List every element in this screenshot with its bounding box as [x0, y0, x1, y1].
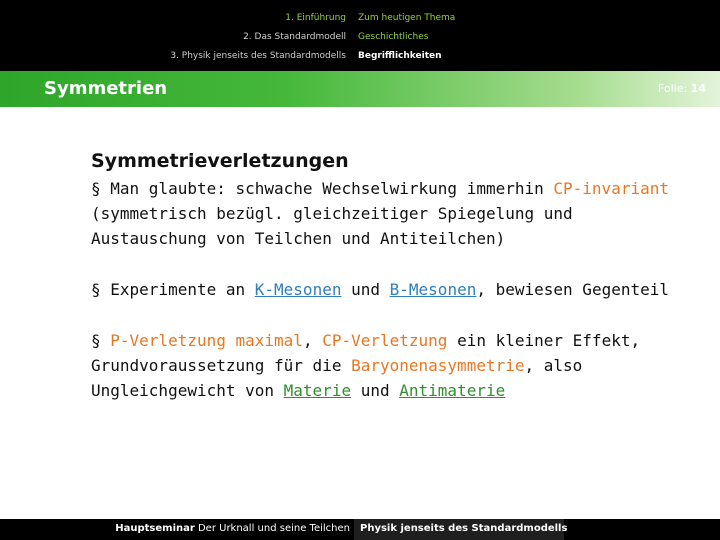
text: (symmetrisch bezügl. gleichzeitiger Spiegelung und Austauschung von Teilchen und Antiteilchen) [91, 204, 573, 248]
content-heading: Symmetrieverletzungen [91, 150, 349, 172]
text: ein kleiner Effekt, Grundvoraussetzung für die [91, 331, 641, 375]
text: Experimente an [100, 280, 255, 299]
nav-section-begrifflichkeiten[interactable]: Begrifflichkeiten [358, 51, 442, 61]
paragraph-violations [91, 328, 671, 403]
highlight-cp-verletzung: CP-Verletzung [322, 331, 448, 350]
paragraph-experiments [91, 277, 671, 302]
text: , bewiesen Gegenteil [476, 280, 669, 299]
footer-seminar-bold: Hauptseminar [115, 523, 195, 534]
nav-chapter-2[interactable]: 2. Das Standardmodell [243, 32, 346, 42]
bullet-icon: § [91, 280, 101, 299]
nav-section-geschichtliches[interactable]: Geschichtliches [358, 32, 429, 42]
footer-seminar-rest: Der Urknall und seine Teilchen [194, 523, 350, 534]
nav-chapter-3[interactable]: 3. Physik jenseits des Standardmodells [170, 51, 346, 61]
text: und [351, 381, 400, 400]
slide-number-label: Folie: [657, 82, 688, 95]
link-b-mesonen[interactable]: B-Mesonen [389, 280, 477, 299]
nav-chapter-1[interactable]: 1. Einführung [285, 13, 346, 23]
nav-section-heutiges-thema[interactable]: Zum heutigen Thema [358, 13, 456, 23]
paragraph-cp-invariance [91, 176, 671, 251]
text: , also Ungleichgewicht von [91, 356, 583, 400]
bullet-icon: § [91, 179, 101, 198]
text: Man glaubte: schwache Wechselwirkung immerhin [100, 179, 554, 198]
footer-topic: Physik jenseits des Standardmodells [360, 523, 568, 534]
link-k-mesonen[interactable]: K-Mesonen [254, 280, 342, 299]
link-materie[interactable]: Materie [283, 381, 352, 400]
footer-seminar [115, 523, 350, 534]
highlight-p-verletzung: P-Verletzung maximal [100, 331, 303, 350]
footer-topic-box [354, 519, 568, 540]
slide-content [91, 148, 671, 429]
text: und [341, 280, 390, 299]
footer [0, 519, 720, 540]
chapter-nav [0, 0, 354, 71]
highlight-baryonenasymmetrie: Baryonenasymmetrie [351, 356, 525, 375]
section-nav [354, 0, 720, 71]
bullet-icon: § [91, 331, 101, 350]
top-navigation [0, 0, 720, 71]
section-title: Symmetrien [44, 78, 168, 99]
slide-number [658, 82, 706, 95]
highlight-cp-invariant: CP-invariant [553, 179, 669, 198]
link-antimaterie[interactable]: Antimaterie [399, 381, 506, 400]
slide-number-value: 14 [690, 82, 706, 95]
title-bar [0, 71, 720, 107]
text: , [302, 331, 323, 350]
